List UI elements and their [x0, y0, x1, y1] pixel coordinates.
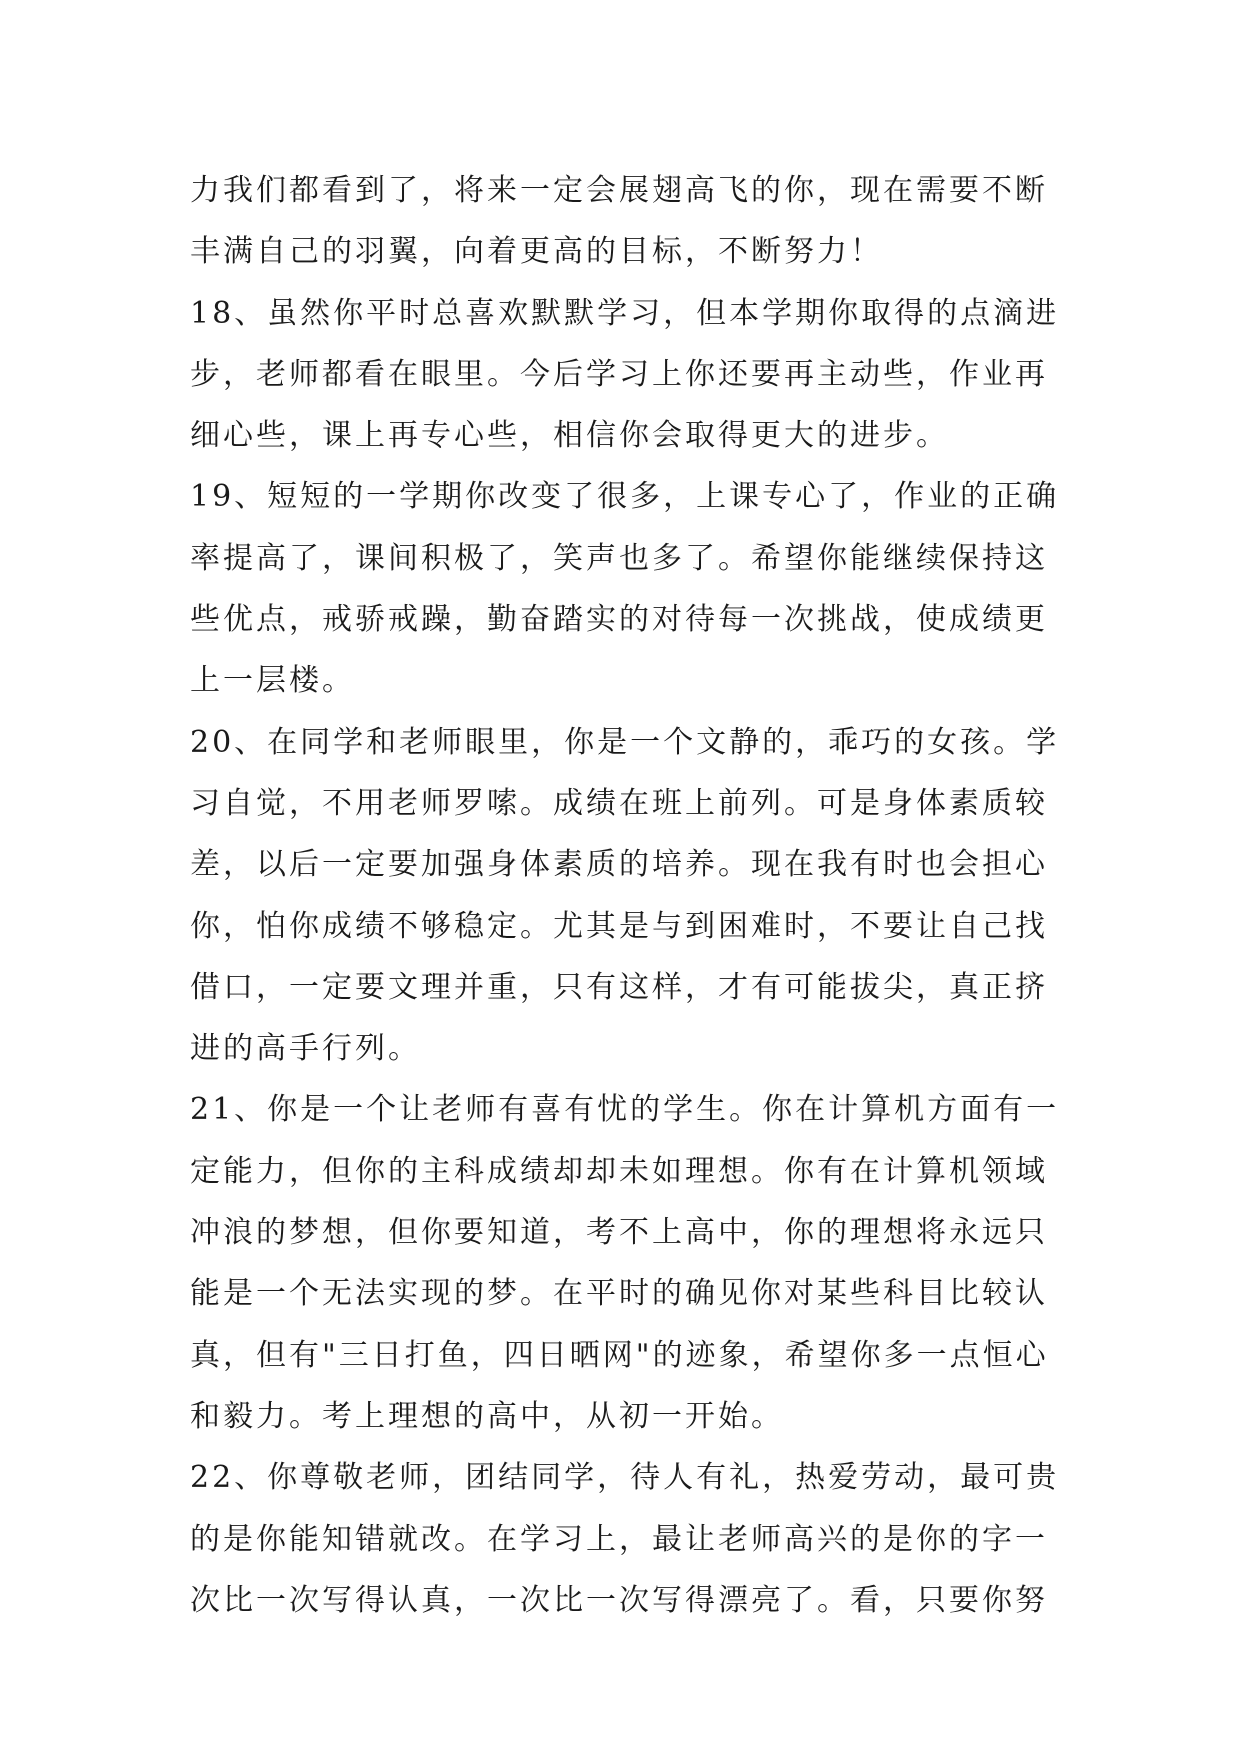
text-line: 21、你是一个让老师有喜有忧的学生。你在计算机方面有一: [190, 1092, 1060, 1128]
text-line: 丰满自己的羽翼，向着更高的目标，不断努力！: [190, 234, 883, 270]
text-line: 力我们都看到了，将来一定会展翅高飞的你，现在需要不断: [190, 173, 1048, 208]
text-line: 借口，一定要文理并重，只有这样，才有可能拔尖，真正挤: [190, 969, 1048, 1005]
text-line: 次比一次写得认真，一次比一次写得漂亮了。看，只要你努: [190, 1582, 1048, 1618]
text-line: 习自觉，不用老师罗嗦。成绩在班上前列。可是身体素质较: [190, 785, 1048, 821]
text-line: 上一层楼。: [190, 663, 355, 699]
text-line: 22、你尊敬老师，团结同学，待人有礼，热爱劳动，最可贵: [190, 1460, 1060, 1496]
text-line: 和毅力。考上理想的高中，从初一开始。: [190, 1398, 784, 1434]
text-line: 差，以后一定要加强身体素质的培养。现在我有时也会担心: [190, 847, 1048, 883]
text-line: 冲浪的梦想，但你要知道，考不上高中，你的理想将永远只: [190, 1215, 1048, 1251]
text-line: 18、虽然你平时总喜欢默默学习，但本学期你取得的点滴进: [190, 295, 1060, 331]
text-line: 能是一个无法实现的梦。在平时的确见你对某些科目比较认: [190, 1276, 1048, 1312]
text-line: 定能力，但你的主科成绩却却未如理想。你有在计算机领域: [190, 1153, 1048, 1189]
text-line: 步，老师都看在眼里。今后学习上你还要再主动些，作业再: [190, 356, 1048, 392]
text-line: 率提高了，课间积极了，笑声也多了。希望你能继续保持这: [190, 540, 1048, 576]
text-line: 真，但有"三日打鱼，四日晒网"的迹象，希望你多一点恒心: [190, 1337, 1049, 1373]
document-body: [190, 160, 1060, 1631]
text-line: 19、短短的一学期你改变了很多，上课专心了，作业的正确: [190, 479, 1060, 515]
text-line: 进的高手行列。: [190, 1031, 421, 1067]
text-line: 20、在同学和老师眼里，你是一个文静的，乖巧的女孩。学: [190, 724, 1060, 760]
text-line: 些优点，戒骄戒躁，勤奋踏实的对待每一次挑战，使成绩更: [190, 602, 1048, 638]
text-line: 的是你能知错就改。在学习上，最让老师高兴的是你的字一: [190, 1521, 1048, 1557]
text-line: 你，怕你成绩不够稳定。尤其是与到困难时，不要让自己找: [190, 908, 1048, 944]
text-line: 细心些，课上再专心些，相信你会取得更大的进步。: [190, 418, 949, 454]
